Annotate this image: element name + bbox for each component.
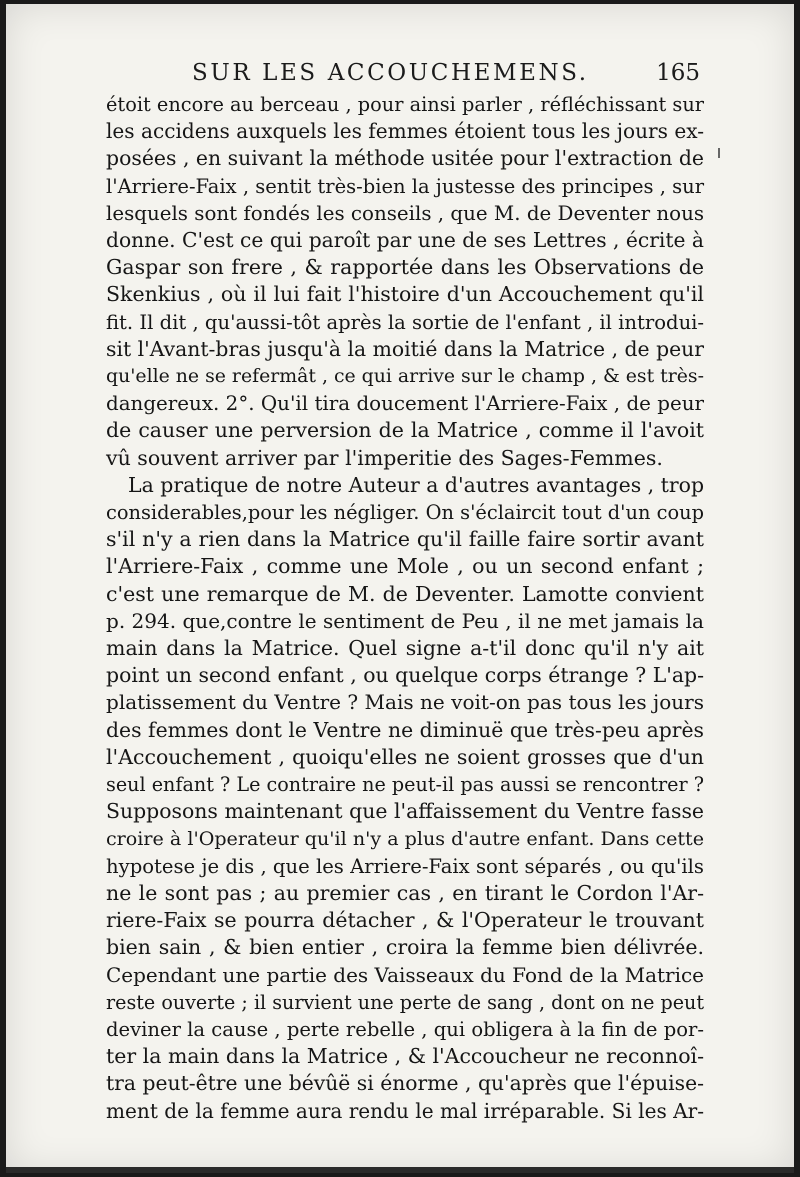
text-line: Gaspar son frere , & rapportée dans les Observations de [106,255,704,280]
text-line: lesquels sont fondés les conseils , que M. de Deventer nous [106,201,705,225]
text-line: point un second enfant , ou quelque corps étrange ? L'ap- [106,663,704,688]
margin-mark [718,148,720,158]
text-line: donne. C'est ce qui paroît par une de ses Lettres , écrite à [106,228,704,253]
text-line: posées , en suivant la méthode usitée pour l'extraction de [106,146,704,171]
page-bottom-edge [6,1167,794,1173]
text-line: l'Arriere-Faix , comme une Mole , ou un second enfant ; [106,554,704,579]
text-line: seul enfant ? Le contraire ne peut-il pas aussi se rencontrer ? [106,773,704,797]
text-line: l'Arriere-Faix , sentit très-bien la justesse des principes , sur [106,174,705,198]
text-line: étoit encore au berceau , pour ainsi parler , réfléchissant sur [106,93,704,116]
text-line: c'est une remarque de M. de Deventer. Lamotte convient [106,581,704,606]
paragraph-2 [106,472,704,1125]
text-line: qu'elle ne se refermât , ce qui arrive sur le champ , & est très- [106,365,704,388]
text-line: ter la main dans la Matrice , & l'Accoucheur ne reconnoî- [106,1044,704,1069]
text-line: bien sain , & bien entier , croira la femme bien délivrée. [106,935,704,960]
text-line: main dans la Matrice. Quel signe a-t'il donc qu'il n'y ait [106,636,704,661]
text-line: Skenkius , où il lui fait l'histoire d'un Accouchement qu'il [106,282,704,307]
paragraph-1 [106,91,704,472]
text-line: riere-Faix se pourra détacher , & l'Operateur le trouvant [106,908,704,933]
text-line: deviner la cause , perte rebelle , qui obligera à la fin de por- [106,1017,704,1041]
text-line: Cependant une partie des Vaisseaux du Fond de la Matrice [106,962,704,987]
text-line: fit. Il dit , qu'aussi-tôt après la sortie de l'enfant , il introdui- [106,310,705,334]
text-line: les accidens auxquels les femmes étoient tous les jours ex- [106,119,704,144]
text-line: reste ouverte ; il survient une perte de sang , dont on ne peut [106,990,704,1014]
running-title: SUR LES ACCOUCHEMENS. [192,60,589,86]
body-text [106,91,704,1125]
book-page [6,4,794,1173]
text-line: l'Accouchement , quoiqu'elles ne soient grosses que d'un [106,744,704,769]
text-line: sit l'Avant-bras jusqu'à la moitié dans la Matrice , de peur [106,336,704,361]
text-line: ne le sont pas ; au premier cas , en tirant le Cordon l'Ar- [106,880,704,905]
text-line: dangereux. 2°. Qu'il tira doucement l'Arriere-Faix , de peur [106,392,704,416]
text-line: tra peut-être une bévûë si énorme , qu'après que l'épuise- [106,1071,704,1096]
text-line: p. 294. que,contre le sentiment de Peu , il ne met jamais la [106,608,704,633]
text-line: Supposons maintenant que l'affaissement du Ventre fasse [106,799,704,824]
page-number: 165 [656,60,700,86]
text-line: ment de la femme aura rendu le mal irréparable. Si les Ar- [106,1098,705,1123]
text-line: vû souvent arriver par l'imperitie des Sages-Femmes. [106,445,663,470]
text-line: La pratique de notre Auteur a d'autres avantages , trop [128,472,705,497]
text-line: considerables,pour les négliger. On s'éclaircit tout d'un coup [106,501,704,525]
text-line: s'il n'y a rien dans la Matrice qu'il faille faire sortir avant [106,527,704,552]
text-line: de causer une perversion de la Matrice , comme il l'avoit [106,418,704,443]
text-line: platissement du Ventre ? Mais ne voit-on pas tous les jours [106,690,704,715]
text-line: des femmes dont le Ventre ne diminuë que très-peu après [106,717,704,742]
page-header [192,60,702,90]
text-line: croire à l'Operateur qu'il n'y a plus d'autre enfant. Dans cette [106,827,704,851]
text-line: hypotese je dis , que les Arriere-Faix sont séparés , ou qu'ils [106,854,704,878]
